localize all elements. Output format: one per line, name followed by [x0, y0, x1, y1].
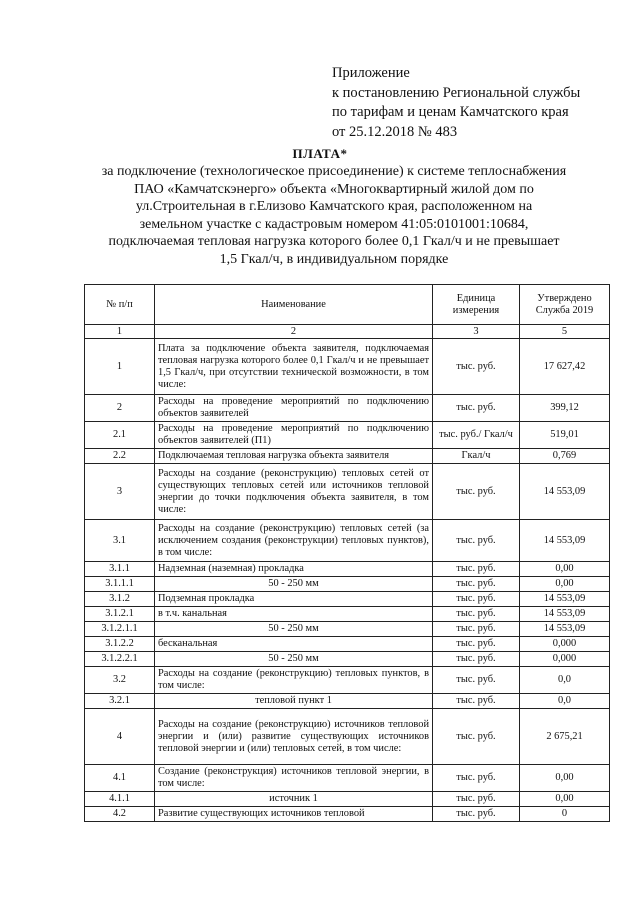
appendix-line: к постановлению Региональной службы — [332, 84, 581, 101]
row-name: Расходы на создание (реконструкцию) тепловых сетей от существующих тепловых сетей или источников тепловой энергии до точки подключения объекта заявителя, в том числе: — [155, 464, 433, 520]
row-name: Расходы на создание (реконструкцию) источников тепловой энергии и (или) развитие существующих источников тепловой энергии и (или) тепловых сетей, в том числе: — [155, 709, 433, 765]
table-row — [85, 592, 610, 607]
row-unit: тыс. руб. — [433, 709, 520, 765]
subtitle-line: подключаемая тепловая нагрузка которого более 0,1 Гкал/ч и не превышает — [108, 234, 560, 250]
row-name: 50 - 250 мм — [155, 622, 433, 637]
table-body — [85, 339, 610, 822]
row-unit: тыс. руб. — [433, 339, 520, 395]
row-number: 3.1.1.1 — [85, 577, 155, 592]
table-row — [85, 622, 610, 637]
index-cell: 2 — [155, 325, 433, 339]
row-name: 50 - 250 мм — [155, 652, 433, 667]
row-number: 3.1.2.1 — [85, 607, 155, 622]
subtitle-line: ул.Строительная в г.Елизово Камчатского края, расположенном на — [135, 199, 533, 215]
row-unit: тыс. руб. — [433, 792, 520, 807]
row-value: 0,00 — [520, 765, 610, 792]
row-value: 14 553,09 — [520, 622, 610, 637]
table-row — [85, 694, 610, 709]
subtitle-line: ПАО «Камчатскэнерго» объекта «Многоквартирный жилой дом по — [134, 181, 534, 197]
row-number: 3.1.2.1.1 — [85, 622, 155, 637]
row-value: 0 — [520, 807, 610, 822]
subtitle-line: земельном участке с кадастровым номером 41:05:0101001:10684, — [139, 216, 529, 232]
row-number: 4.1 — [85, 765, 155, 792]
row-number: 4 — [85, 709, 155, 765]
row-number: 3.1.2.2 — [85, 637, 155, 652]
row-number: 3.2 — [85, 667, 155, 694]
row-name: тепловой пункт 1 — [155, 694, 433, 709]
header-name: Наименование — [155, 285, 433, 325]
row-number: 3.1 — [85, 520, 155, 562]
header-unit: Единица измерения — [433, 285, 520, 325]
row-value: 17 627,42 — [520, 339, 610, 395]
row-name: Развитие существующих источников тепловой — [155, 807, 433, 822]
row-value: 0,00 — [520, 562, 610, 577]
row-name: бесканальная — [155, 637, 433, 652]
table-row — [85, 464, 610, 520]
row-value: 0,769 — [520, 449, 610, 464]
row-value: 0,0 — [520, 694, 610, 709]
row-unit: тыс. руб. — [433, 807, 520, 822]
row-value: 14 553,09 — [520, 607, 610, 622]
row-name: источник 1 — [155, 792, 433, 807]
row-value: 0,000 — [520, 637, 610, 652]
fee-table — [84, 284, 610, 822]
table-row — [85, 562, 610, 577]
row-name: Плата за подключение объекта заявителя, подключаемая тепловая нагрузка которого более 0,1 Гкал/ч и не превышает 1,5 Гкал/ч, при отсутствии технической возможности, в том числе: — [155, 339, 433, 395]
row-name: Создание (реконструкция) источников тепловой энергии, в том числе: — [155, 765, 433, 792]
row-name: Расходы на создание (реконструкцию) тепловых сетей (за исключением создания (реконструкции) тепловых пунктов), в том числе: — [155, 520, 433, 562]
table-row — [85, 652, 610, 667]
row-name: 50 - 250 мм — [155, 577, 433, 592]
row-name: Подключаемая тепловая нагрузка объекта заявителя — [155, 449, 433, 464]
table-index-row — [85, 325, 610, 339]
header-value: Утверждено Служба 2019 — [520, 285, 610, 325]
row-unit: тыс. руб. — [433, 562, 520, 577]
row-number: 3.1.1 — [85, 562, 155, 577]
row-unit: тыс. руб. — [433, 520, 520, 562]
row-value: 0,00 — [520, 577, 610, 592]
row-number: 3.1.2.2.1 — [85, 652, 155, 667]
index-cell: 5 — [520, 325, 610, 339]
row-number: 3.1.2 — [85, 592, 155, 607]
appendix-line: Приложение — [332, 65, 410, 81]
row-unit: тыс. руб. — [433, 464, 520, 520]
row-number: 2 — [85, 395, 155, 422]
index-cell: 1 — [85, 325, 155, 339]
table-row — [85, 637, 610, 652]
header-num: № п/п — [85, 285, 155, 325]
row-number: 4.1.1 — [85, 792, 155, 807]
row-unit: тыс. руб. — [433, 694, 520, 709]
row-number: 1 — [85, 339, 155, 395]
row-name: Подземная прокладка — [155, 592, 433, 607]
subtitle-line: 1,5 Гкал/ч, в индивидуальном порядке — [219, 251, 449, 267]
row-unit: тыс. руб. — [433, 765, 520, 792]
document-title: ПЛАТА* — [292, 146, 348, 161]
row-unit: тыс. руб. — [433, 395, 520, 422]
row-name: Расходы на создание (реконструкцию) тепловых пунктов, в том числе: — [155, 667, 433, 694]
row-value: 399,12 — [520, 395, 610, 422]
row-value: 0,00 — [520, 792, 610, 807]
appendix-block — [332, 64, 580, 142]
table-row — [85, 577, 610, 592]
row-value: 14 553,09 — [520, 520, 610, 562]
row-name: Расходы на проведение мероприятий по подключению объектов заявителей — [155, 395, 433, 422]
row-number: 3 — [85, 464, 155, 520]
row-value: 519,01 — [520, 422, 610, 449]
subtitle-line: за подключение (технологическое присоединение) к системе теплоснабжения — [101, 164, 567, 179]
row-unit: тыс. руб. — [433, 652, 520, 667]
table-row — [85, 792, 610, 807]
table-row — [85, 339, 610, 395]
row-value: 2 675,21 — [520, 709, 610, 765]
row-unit: тыс. руб. — [433, 667, 520, 694]
row-value: 14 553,09 — [520, 464, 610, 520]
row-name: в т.ч. канальная — [155, 607, 433, 622]
table-row — [85, 395, 610, 422]
appendix-line: от 25.12.2018 № 483 — [332, 123, 458, 140]
row-number: 2.1 — [85, 422, 155, 449]
row-unit: Гкал/ч — [433, 449, 520, 464]
row-number: 4.2 — [85, 807, 155, 822]
table-row — [85, 807, 610, 822]
table-row — [85, 709, 610, 765]
row-unit: тыс. руб./ Гкал/ч — [433, 422, 520, 449]
row-value: 0,000 — [520, 652, 610, 667]
table-row — [85, 449, 610, 464]
row-unit: тыс. руб. — [433, 607, 520, 622]
index-cell: 3 — [433, 325, 520, 339]
row-name: Надземная (наземная) прокладка — [155, 562, 433, 577]
row-number: 2.2 — [85, 449, 155, 464]
table-header-row — [85, 285, 610, 325]
table-row — [85, 765, 610, 792]
table-row — [85, 607, 610, 622]
row-unit: тыс. руб. — [433, 577, 520, 592]
row-unit: тыс. руб. — [433, 637, 520, 652]
row-name: Расходы на проведение мероприятий по подключению объектов заявителей (П1) — [155, 422, 433, 449]
row-unit: тыс. руб. — [433, 622, 520, 637]
row-value: 0,0 — [520, 667, 610, 694]
row-number: 3.2.1 — [85, 694, 155, 709]
table-row — [85, 422, 610, 449]
document-subtitle — [74, 163, 594, 269]
table-row — [85, 520, 610, 562]
table-row — [85, 667, 610, 694]
appendix-line: по тарифам и ценам Камчатского края — [332, 104, 569, 120]
row-value: 14 553,09 — [520, 592, 610, 607]
row-unit: тыс. руб. — [433, 592, 520, 607]
